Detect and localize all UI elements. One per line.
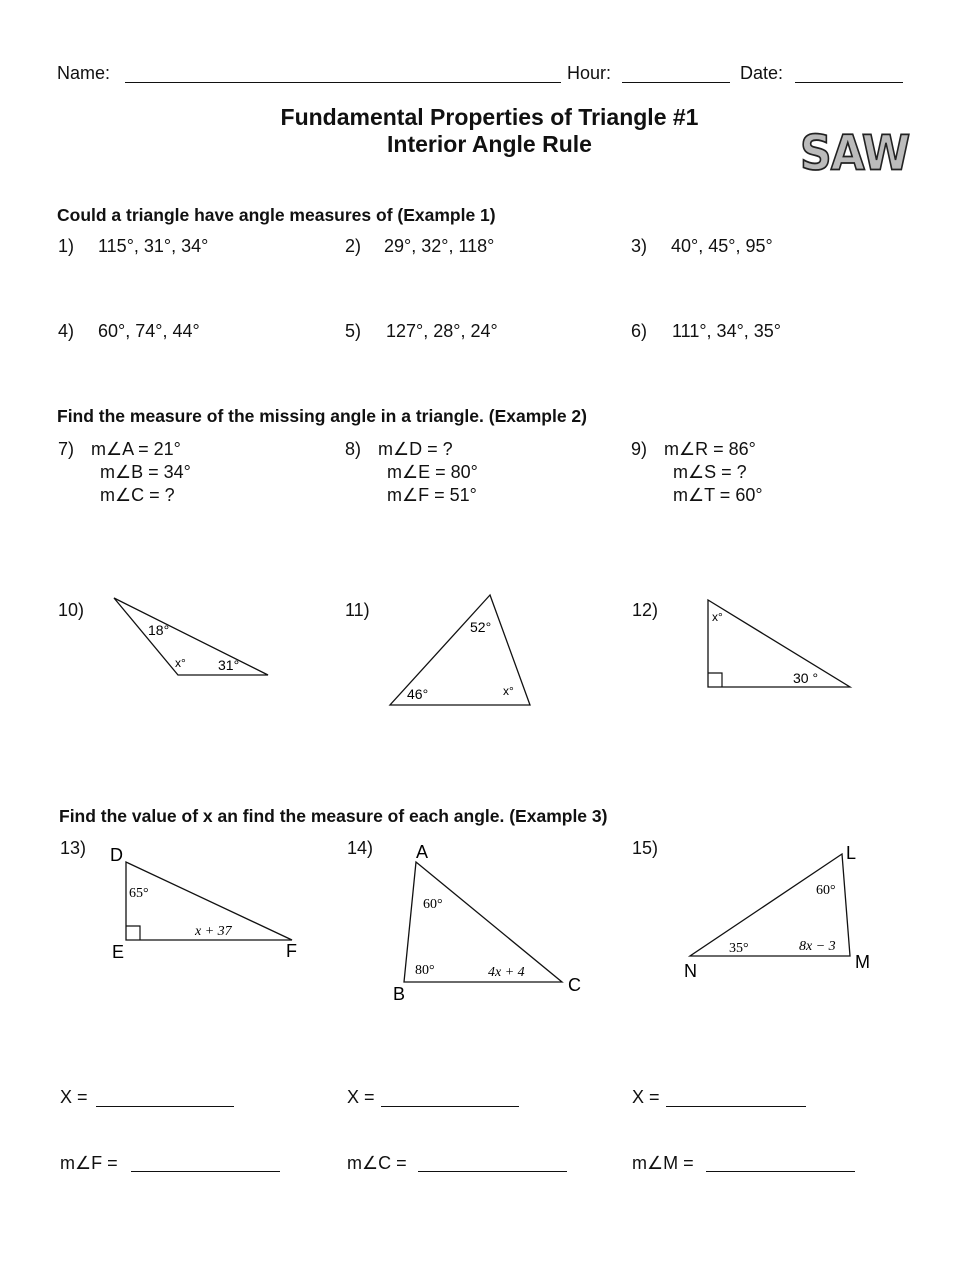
problem-4-number: 4) [58,321,75,341]
problem-5-text: 127°, 28°, 24° [386,321,498,341]
triangle-14-label-80: 80° [415,963,435,978]
name-blank[interactable] [125,82,561,83]
problem-1-number: 1) [58,236,75,256]
section3-heading: Find the value of x an find the measure of each angle. (Example 3) [59,806,608,826]
problem-3-text: 40°, 45°, 95° [671,236,773,256]
problem-7-line3: m∠C = ? [100,485,175,505]
vertex-D: D [110,845,123,865]
problem-9-line2: m∠S = ? [673,462,747,482]
hour-label: Hour: [567,63,612,83]
answer-14-x-label: X = [347,1087,375,1107]
vertex-C: C [568,975,581,995]
triangle-14-label-4x4: 4x + 4 [488,965,525,980]
answer-14-angle-label: m∠C = [347,1153,407,1173]
triangle-12 [700,590,860,695]
problem-1-text: 115°, 31°, 34° [98,236,209,256]
triangle-12-label-30: 30 ° [793,670,819,686]
problem-6-text: 111°, 34°, 35° [672,321,782,341]
answer-13-angle-blank[interactable] [131,1171,280,1172]
date-label: Date: [740,63,784,83]
problem-13-number: 13) [60,838,87,858]
problem-7-line1: m∠A = 21° [91,439,181,459]
triangle-15-label-8x3: 8x − 3 [799,939,836,954]
problem-11-number: 11) [345,600,370,620]
triangle-13-label-65: 65° [129,886,149,901]
problem-12-number: 12) [632,600,659,620]
vertex-M: M [855,952,870,972]
triangle-11-label-52: 52° [470,619,492,635]
vertex-B: B [393,984,406,1004]
triangle-11-label-x: x° [503,684,514,698]
vertex-F: F [286,941,297,961]
page-subtitle: Interior Angle Rule [387,131,592,157]
triangle-13 [100,840,310,970]
problem-8-line2: m∠E = 80° [387,462,478,482]
problem-9-number: 9) [631,439,648,459]
section2-heading: Find the measure of the missing angle in a triangle. (Example 2) [57,406,587,426]
triangle-11 [380,585,540,710]
date-blank[interactable] [795,82,903,83]
vertex-N: N [684,961,697,981]
triangle-14 [390,838,590,1003]
problem-6-number: 6) [631,321,648,341]
triangle-12-label-x: x° [712,610,723,624]
answer-14-angle-blank[interactable] [418,1171,567,1172]
problem-7-line2: m∠B = 34° [100,462,191,482]
hour-blank[interactable] [622,82,730,83]
answer-15-x-label: X = [632,1087,660,1107]
problem-8-line1: m∠D = ? [378,439,453,459]
vertex-A: A [416,842,429,862]
answer-13-x-blank[interactable] [96,1106,234,1107]
answer-15-angle-label: m∠M = [632,1153,694,1173]
triangle-14-label-60: 60° [423,897,443,912]
answer-13-x-label: X = [60,1087,88,1107]
triangle-10-label-x: x° [175,656,186,670]
problem-2-number: 2) [345,236,362,256]
triangle-15 [680,838,880,983]
triangle-10-label-31: 31° [218,657,240,673]
name-label: Name: [57,63,111,83]
problem-5-number: 5) [345,321,362,341]
problem-9-line1: m∠R = 86° [664,439,756,459]
problem-8-line3: m∠F = 51° [387,485,477,505]
problem-4-text: 60°, 74°, 44° [98,321,200,341]
problem-9-line3: m∠T = 60° [673,485,763,505]
problem-14-number: 14) [347,838,374,858]
triangle-10 [100,590,280,690]
answer-15-angle-blank[interactable] [706,1171,855,1172]
saw-logo: SAW [800,125,910,182]
page-title: Fundamental Properties of Triangle #1 [280,104,699,130]
triangle-15-label-35: 35° [729,941,749,956]
problem-15-number: 15) [632,838,659,858]
triangle-15-label-60: 60° [816,883,836,898]
answer-14-x-blank[interactable] [381,1106,519,1107]
answer-15-x-blank[interactable] [666,1106,806,1107]
triangle-10-label-18: 18° [148,622,170,638]
answer-13-angle-label: m∠F = [60,1153,118,1173]
triangle-13-label-x37: x + 37 [195,924,232,939]
problem-2-text: 29°, 32°, 118° [384,236,495,256]
problem-7-number: 7) [58,439,75,459]
section1-heading: Could a triangle have angle measures of (Example 1) [57,205,496,225]
problem-3-number: 3) [631,236,648,256]
problem-10-number: 10) [58,600,85,620]
vertex-E: E [112,942,125,962]
vertex-L: L [846,843,857,863]
problem-8-number: 8) [345,439,362,459]
triangle-11-label-46: 46° [407,686,429,702]
